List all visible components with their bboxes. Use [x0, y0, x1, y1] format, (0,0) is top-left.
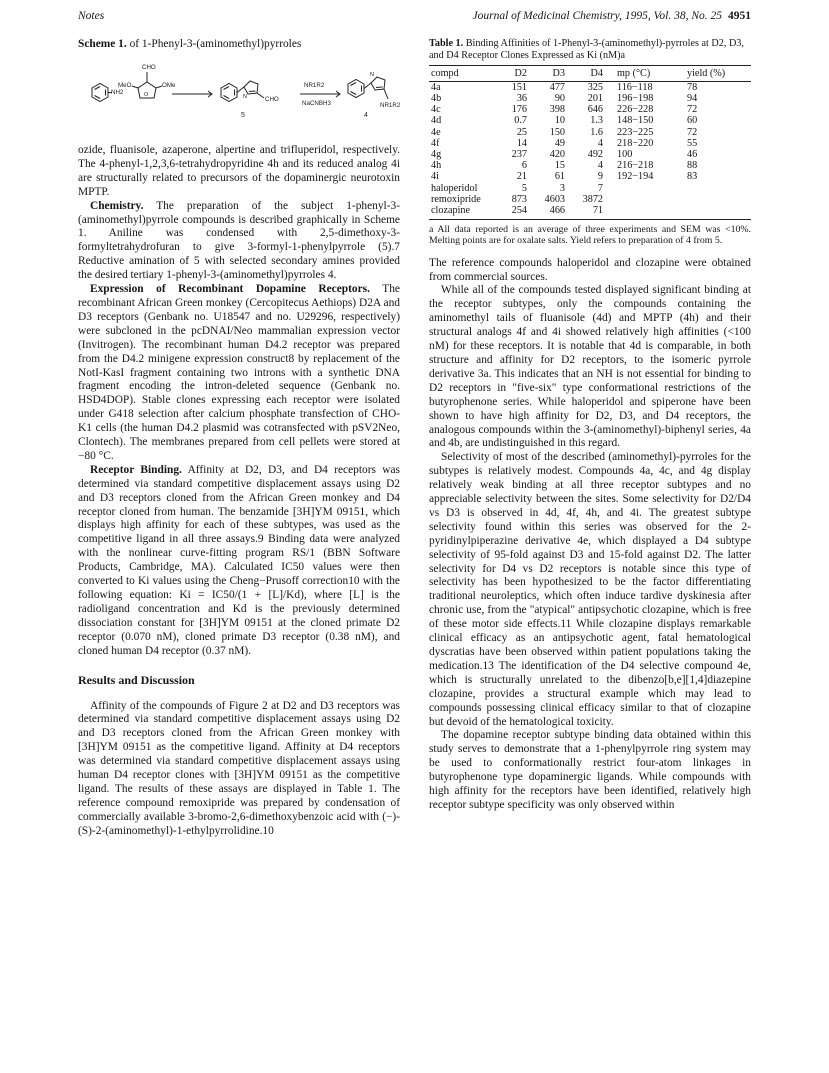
- table-title: [429, 38, 751, 62]
- paragraph-right-1: The reference compounds haloperidol and clozapine were obtained from commercial sources.: [429, 256, 751, 283]
- text-chemistry: The preparation of the subject 1-phenyl-3-(aminomethyl)pyrrole compounds is described graphically in Scheme 1. Aniline was condensed with 2,5-dimethoxy-3-formyltetrahydrofuran to give 3-formyl-1-phenylpyrrole (5).7 Reductive amination of 5 with selected secondary amines provided the desired tertiary 1-phenyl-3-(aminomethyl)pyrroles 4.: [78, 199, 400, 282]
- table-cell: 21: [516, 171, 527, 183]
- table-cell: 25: [516, 126, 527, 138]
- table-row: [429, 194, 751, 205]
- column-header: D3: [529, 65, 567, 81]
- text-expression: The recombinant African Green monkey (Cercopitecus Aethiops) D2A and D3 receptors (Genbank no. U18547 and no. U29296, respectively) were subcloned in the pcDNAI/Neo mammalian expression vector (Invitrogen). The recombinant human D4.2 receptor was prepared from the D4.2 minigene expression construct8 by replacement of the NotI-KasI fragment containing two introns with a synthetic DNA fragment encoding the intron-deleted sequence (Genbank no. HSD4DOP). Stable clones expressing each receptor were isolated under G418 selection after calcium phosphate transfection of CHO-K1 cells (the human D4.2 plasmid was cotransfected with pSV2Neo, Clontech). The membranes prepared from cell pellets were stored at −80 °C.: [78, 283, 400, 462]
- right-column: [429, 38, 751, 813]
- reagent-amine: NR1R2: [304, 82, 325, 89]
- table-cell: 218−220: [617, 137, 654, 149]
- table-caption: Binding Affinities of 1-Phenyl-3-(aminomethyl)-pyrroles at D2, D3, and D4 Receptor Clones Expressed as Ki (nM)a: [429, 38, 744, 61]
- svg-text:N: N: [243, 94, 247, 100]
- table-cell: 398: [549, 104, 565, 116]
- table-cell: 223−225: [617, 126, 654, 138]
- table-cell: 60: [687, 115, 698, 127]
- table-row: [429, 138, 751, 149]
- table-cell: 15: [554, 160, 565, 172]
- table-footnote: a All data reported is an average of three experiments and SEM was <10%. Melting points are for oxalate salts. Yield refers to preparation of 4 from 5.: [429, 224, 751, 247]
- table-cell: 94: [687, 93, 698, 104]
- table-cell: 4h: [431, 160, 442, 172]
- table-row: [429, 115, 751, 126]
- scheme-title: [78, 38, 400, 50]
- left-column: [78, 38, 400, 839]
- table-cell: [605, 183, 679, 194]
- table-cell: 78: [687, 81, 698, 93]
- ome-label: OMe: [162, 82, 176, 89]
- section-heading-results: Results and Discussion: [78, 672, 195, 687]
- table-row: [429, 81, 751, 93]
- table-cell: 1.6: [590, 126, 603, 138]
- column-header: D4: [567, 65, 605, 81]
- paragraph-receptor-binding: [78, 464, 400, 659]
- paragraph-intro-continuation: ozide, fluanisole, azaperone, alpertine and trifluperidol, respectively. The 4-phenyl-1,2,3,6-tetrahydropyridine 4h and its reduced analog 4i are structurally related to precursors of the dopaminergic neurotoxin MPTP.: [78, 144, 400, 198]
- table-cell: 4i: [431, 171, 439, 183]
- table-cell: 4a: [431, 81, 441, 93]
- table-cell: 7: [597, 182, 603, 194]
- table-cell: 466: [529, 205, 567, 220]
- table-cell: 4b: [431, 93, 442, 104]
- table-cell: 116−118: [617, 81, 653, 93]
- table-cell: 873: [511, 193, 527, 205]
- table-cell: 0.7: [514, 115, 527, 127]
- heading-receptor-binding: Receptor Binding.: [90, 463, 182, 476]
- table-row: [429, 149, 751, 160]
- table-cell: 71: [567, 205, 605, 220]
- scheme-label: Scheme 1.: [78, 38, 127, 50]
- paragraph-right-3: Selectivity of most of the described (aminomethyl)-pyrroles for the subtypes is relatively modest. Compounds 4a, 4c, and 4g display relatively weak binding at all three receptor subtypes and no appreciable selectivity between the sites. Some selectivity for D2/D4 vs D3 is observed in 4d, 4f, 4h, and 4i. The greatest subtype selectivity found within this series was observed for the 2-pyridinylpiperazine derivative 4e, which displayed a D4 subtype selectivity of 95-fold against D3 and 15-fold against D2. The latter selectivity for D4 vs D2 receptors is notable since this type of selectivity has been hypothesized to be the factor differentiating traditional neuroleptics, which often induce tardive dyskinesia after chronic use, from the "atypical" antipsychotic clozapine, which is free of these motor side effects.11 While clozapine displays remarkable clinical efficacy as an antipsychotic agent, fatal hematological dyscratias have been observed within patient populations taking the medication.13 The identification of the D4 selective compound 4e, which is structurally unrelated to the dibenzo[b,e][1,4]diazepine clozapine, provides a structural example which may lead to compounds possessing clinical efficacy similar to that of clozapine but devoid of the hematological toxicity.: [429, 451, 751, 728]
- heading-chemistry: Chemistry.: [90, 199, 144, 212]
- table-row: [429, 205, 751, 220]
- table-cell: 49: [554, 137, 565, 149]
- table-cell: 4c: [431, 104, 441, 116]
- table-cell: 3872: [582, 193, 603, 205]
- reagent-reductant: NaCNBH3: [302, 100, 331, 107]
- table-cell: 420: [549, 149, 565, 161]
- table-row: [429, 104, 751, 115]
- paragraph-results-1: Affinity of the compounds of Figure 2 at D2 and D3 receptors was determined via standard competitive displacement assays using D2 and D3 receptors cloned from the African Green monkey with [3H]YM 09151 as the competitive ligand. Affinity at D4 receptors was determined via standard competitive displacement assays using human D4 receptor clones with [3H]YM 09151 as the competitive ligand. The results of these assays are displayed in Table 1. The reference compound remoxipride was prepared by condensation of commercially available 3-bromo-2,6-dimethoxybenzoic acid with (−)-(S)-2-(aminomethyl)-1-ethylpyrrolidine.10: [78, 699, 400, 837]
- table-cell: 4g: [431, 149, 442, 161]
- column-header: yield (%): [679, 65, 751, 81]
- table-cell: [679, 183, 751, 194]
- table-cell: 3: [559, 182, 565, 194]
- paragraph-chemistry: [78, 200, 400, 283]
- table-cell: 46: [687, 149, 698, 161]
- table-cell: 6: [521, 160, 527, 172]
- table-header-row: [429, 65, 751, 81]
- table-cell: 100: [617, 149, 633, 161]
- svg-text:O: O: [144, 92, 149, 98]
- table-cell: 10: [554, 115, 565, 127]
- cho-label-top: CHO: [142, 64, 156, 71]
- table-cell: 14: [516, 137, 527, 149]
- compound-4-label: 4: [364, 112, 368, 119]
- table-cell: 150: [549, 126, 565, 138]
- table-row: [429, 93, 751, 104]
- table-cell: 90: [554, 93, 565, 104]
- running-header-left: Notes: [78, 10, 105, 22]
- cho-label-mid: CHO: [265, 96, 279, 103]
- page-number: 4951: [728, 10, 751, 22]
- table-cell: 151: [511, 81, 527, 93]
- reaction-scheme-graphic: [78, 54, 400, 138]
- table-cell: 5: [521, 182, 527, 194]
- table-cell: 4e: [431, 126, 441, 138]
- table-row: [429, 183, 751, 194]
- table-cell: 55: [687, 137, 698, 149]
- table-cell: 83: [687, 171, 698, 183]
- journal-citation: Journal of Medicinal Chemistry, 1995, Vol. 38, No. 25: [472, 10, 722, 22]
- scheme-diagram: [78, 54, 400, 138]
- paragraph-expression: [78, 283, 400, 464]
- table-cell: [605, 205, 679, 220]
- column-header: mp (°C): [605, 65, 679, 81]
- table-cell: 4: [597, 137, 603, 149]
- table-cell: 148−150: [617, 115, 654, 127]
- column-header: compd: [429, 65, 491, 81]
- table-label: Table 1.: [429, 38, 464, 49]
- heading-expression: Expression of Recombinant Dopamine Receptors.: [90, 283, 370, 296]
- table-cell: 237: [511, 149, 527, 161]
- table-cell: haloperidol: [431, 182, 478, 194]
- table-cell: 201: [587, 93, 603, 104]
- table-cell: clozapine: [429, 205, 491, 220]
- pyrrole-ring-4: [371, 77, 385, 90]
- table-cell: 4f: [431, 137, 440, 149]
- column-header: D2: [491, 65, 529, 81]
- table-body: [429, 81, 751, 219]
- pyrrole-ring-5: [244, 81, 258, 94]
- meo-label: MeO: [118, 82, 132, 89]
- table-cell: 176: [511, 104, 527, 116]
- table-cell: [605, 194, 679, 205]
- table-cell: remoxipride: [431, 193, 481, 205]
- table-row: [429, 171, 751, 182]
- table-cell: 216−218: [617, 160, 654, 172]
- scheme-caption: of 1-Phenyl-3-(aminomethyl)pyrroles: [126, 38, 302, 50]
- paragraph-right-4: The dopamine receptor subtype binding data obtained within this study serves to demonstrate that a 1-phenylpyrrole ring system may be used to conformationally restrict four-atom linkages in butyrophenone type dopaminergic ligands. While compounds with high affinity for the receptors have been identified, relatively high receptor subtype specificity was only observed within: [429, 729, 751, 811]
- table-cell: 88: [687, 160, 698, 172]
- table-cell: 192−194: [617, 171, 654, 183]
- product-substituent: NR1R2: [380, 102, 400, 109]
- table-cell: 72: [687, 104, 698, 116]
- table-cell: 254: [491, 205, 529, 220]
- table-row: [429, 127, 751, 138]
- table-cell: 9: [597, 171, 603, 183]
- table-cell: [679, 205, 751, 220]
- running-header-right: [473, 10, 751, 22]
- nh2-label: NH2: [111, 89, 124, 96]
- table-cell: 4d: [431, 115, 442, 127]
- binding-affinity-table: [429, 65, 751, 221]
- table-cell: 61: [554, 171, 565, 183]
- table-cell: 4603: [544, 193, 565, 205]
- table-cell: [679, 194, 751, 205]
- text-receptor-binding: Affinity at D2, D3, and D4 receptors was determined via standard competitive displacement assays using D2 and D3 receptors cloned from the African Green monkey and D4 receptor cloned from human. The benzamide [3H]YM 09151, which displays high affinity for each of these subtypes, was used as the competitive ligand in all three assays.9 Binding data were analyzed with the nonlinear curve-fitting program RS/1 (BBN Software Products, Cambridge, MA). Calculated IC50 values were then converted to Ki values using the Cheng−Prusoff correction10 with the following equation: Ki = IC50/(1 + [L]/Kd), where [L] is the radioligand concentration and Kd is the previously determined dissociation constant for [3H]YM 09151 at the cloned primate D2 receptor (0.070 nM), cloned primate D3 receptor (0.38 nM), and cloned human D4 receptor (0.37 nM).: [78, 463, 400, 657]
- table-cell: 36: [516, 93, 527, 104]
- table-cell: 492: [587, 149, 603, 161]
- table-cell: 1.3: [590, 115, 603, 127]
- table-cell: 196−198: [617, 93, 654, 104]
- table-cell: 477: [549, 81, 565, 93]
- table-cell: 646: [587, 104, 603, 116]
- table-cell: 72: [687, 126, 698, 138]
- paragraph-right-2: While all of the compounds tested displayed significant binding at the receptor subtypes, only the compounds containing the aminomethyl tails of fluanisole (4d) and MPTP (4h) and their structural analogs 4f and 4i showed relatively high affinities (<100 nM) for these receptors. It is notable that 4d is comparable, in both structure and affinity for D2 receptors, to the isomeric pyrrole derivative 3a. This indicates that an NH is not essential for binding to D2 receptors in "five-six" type conformational restrictions of the butyrophenone series. While haloperidol and spiperone have been shown to have high affinity for D2, D3, and D4 receptors, the analogous compounds within the 3-(aminomethyl)-biphenyl series, 4a and 4b, are undistinguished in this regard.: [429, 284, 751, 450]
- table-cell: 4: [597, 160, 603, 172]
- table-row: [429, 160, 751, 171]
- table-cell: 325: [587, 81, 603, 93]
- compound-5-label: 5: [241, 112, 245, 119]
- table-cell: 226−228: [617, 104, 654, 116]
- svg-text:N: N: [370, 72, 374, 78]
